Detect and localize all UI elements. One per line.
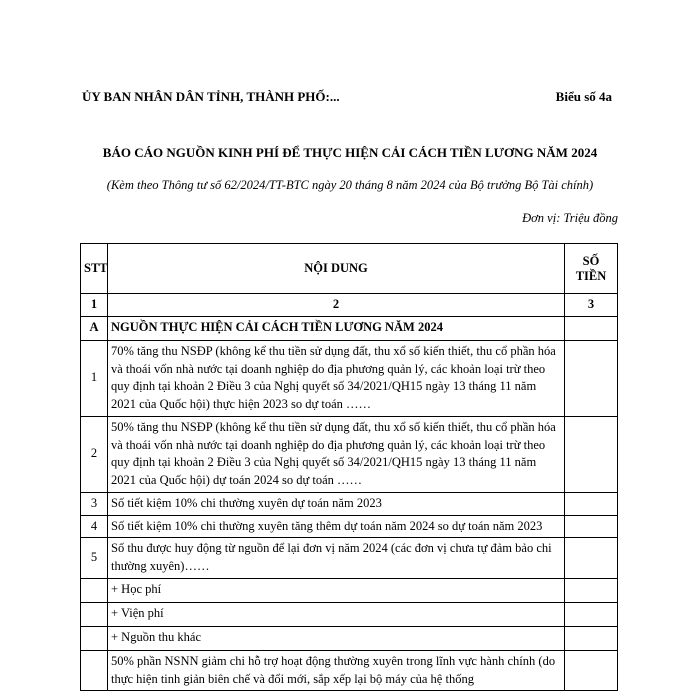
- row-content: Số tiết kiệm 10% chi thường xuyên tăng thêm dự toán năm 2024 so dự toán năm 2023: [108, 515, 565, 538]
- column-index-row: [81, 294, 618, 317]
- row-stt: A: [81, 316, 108, 340]
- row-stt: 1: [81, 340, 108, 416]
- table-row: [81, 492, 618, 515]
- table-row: [81, 626, 618, 650]
- row-content: Số thu được huy động từ nguồn để lại đơn vị năm 2024 (các đơn vị chưa tự đảm bảo chi thường xuyên)……: [108, 538, 565, 579]
- row-content: + Viện phí: [108, 602, 565, 626]
- row-stt: 3: [81, 492, 108, 515]
- row-amount: [565, 650, 618, 691]
- header-amount: SỐ TIỀN: [565, 244, 618, 294]
- row-amount: [565, 602, 618, 626]
- table-row: [81, 578, 618, 602]
- row-amount: [565, 340, 618, 416]
- form-number: Biểu số 4a: [555, 89, 612, 104]
- row-content: NGUỒN THỰC HIỆN CẢI CÁCH TIỀN LƯƠNG NĂM 2024: [108, 316, 565, 340]
- row-amount: [565, 578, 618, 602]
- table-row: [81, 515, 618, 538]
- row-stt: 5: [81, 538, 108, 579]
- row-stt: 2: [81, 416, 108, 492]
- table-row: [81, 538, 618, 579]
- index-stt: 1: [81, 294, 108, 317]
- table-row-section-a: [81, 316, 618, 340]
- row-amount: [565, 316, 618, 340]
- row-amount: [565, 416, 618, 492]
- currency-unit: Đơn vị: Triệu đồng: [522, 211, 618, 225]
- table-header-row: [81, 244, 618, 294]
- row-stt: [81, 650, 108, 691]
- row-stt: [81, 626, 108, 650]
- index-amount: 3: [565, 294, 618, 317]
- row-amount: [565, 538, 618, 579]
- report-subtitle: (Kèm theo Thông tư số 62/2024/TT-BTC ngày 20 tháng 8 năm 2024 của Bộ trưởng Bộ Tài chính): [106, 178, 594, 192]
- table-row: [81, 602, 618, 626]
- header-content: NỘI DUNG: [108, 244, 565, 294]
- row-content: Số tiết kiệm 10% chi thường xuyên dự toán năm 2023: [108, 492, 565, 515]
- index-content: 2: [108, 294, 565, 317]
- row-amount: [565, 626, 618, 650]
- row-content: 70% tăng thu NSĐP (không kể thu tiền sử dụng đất, thu xổ số kiến thiết, thu cổ phần hóa và thoái vốn nhà nước tại doanh nghiệp do địa phương quản lý, các khoản loại trừ theo quy định tại khoản 2 Điều 3 của Nghị quyết số 34/2021/QH15 ngày 13 tháng 11 năm 2021 của Quốc hội) thực hiện 2023 so dự toán ……: [108, 340, 565, 416]
- table-row: [81, 650, 618, 691]
- table-row: [81, 416, 618, 492]
- row-content: 50% tăng thu NSĐP (không kể thu tiền sử dụng đất, thu xổ số kiến thiết, thu cổ phần hóa và thoái vốn nhà nước tại doanh nghiệp do địa phương quản lý, các khoản loại trừ theo quy định tại khoản 2 Điều 3 của Nghị quyết số 34/2021/QH15 ngày 13 tháng 11 năm 2021 của Quốc hội) dự toán 2024 so dự toán ……: [108, 416, 565, 492]
- row-content: 50% phần NSNN giảm chi hỗ trợ hoạt động thường xuyên trong lĩnh vực hành chính (do thực hiện tinh giản biên chế và đổi mới, sắp xếp lại bộ máy của hệ thống: [108, 650, 565, 691]
- row-content: + Học phí: [108, 578, 565, 602]
- header-stt: STT: [81, 244, 108, 294]
- issuing-authority: ỦY BAN NHÂN DÂN TỈNH, THÀNH PHỐ:...: [82, 89, 340, 104]
- row-stt: 4: [81, 515, 108, 538]
- row-amount: [565, 492, 618, 515]
- row-amount: [565, 515, 618, 538]
- table-row: [81, 340, 618, 416]
- report-title: BÁO CÁO NGUỒN KINH PHÍ ĐỂ THỰC HIỆN CẢI CÁCH TIỀN LƯƠNG NĂM 2024: [102, 145, 598, 160]
- row-content: + Nguồn thu khác: [108, 626, 565, 650]
- row-stt: [81, 578, 108, 602]
- funding-report-table: [80, 243, 618, 691]
- row-stt: [81, 602, 108, 626]
